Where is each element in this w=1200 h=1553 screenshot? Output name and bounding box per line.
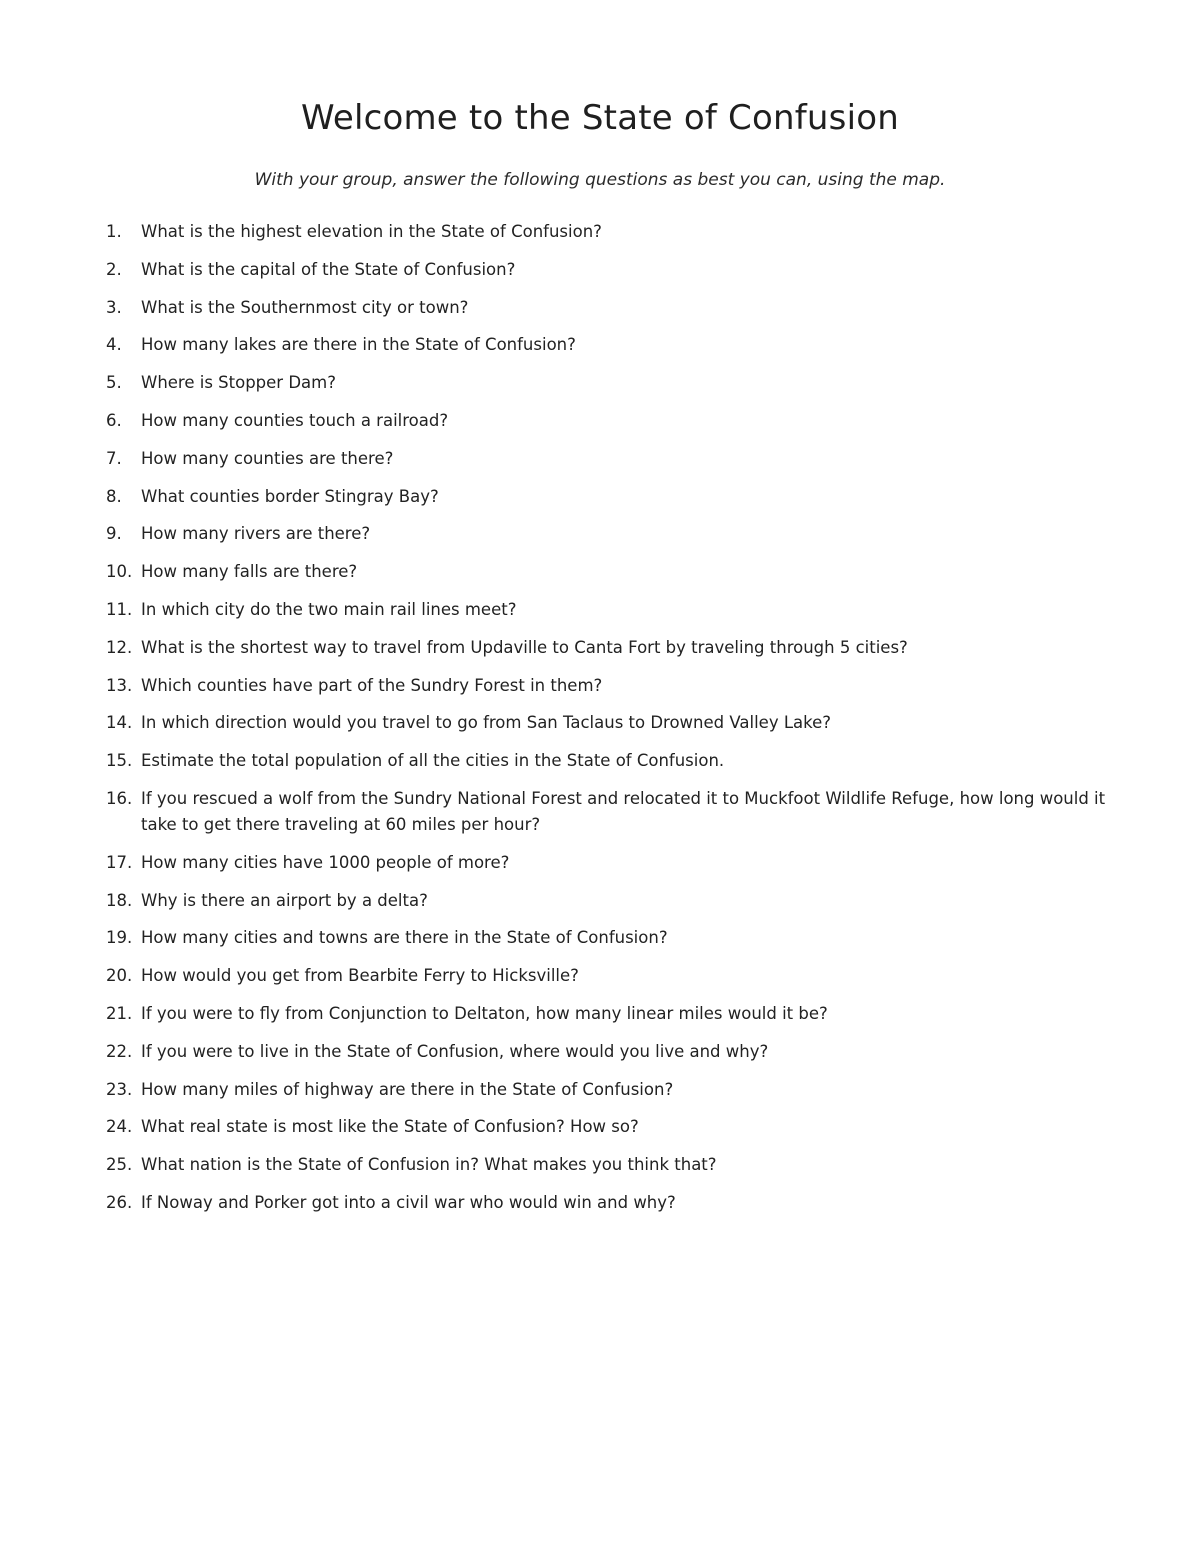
question-number: 10. [106,562,133,582]
question-number: 12. [106,637,133,657]
question-text: What is the highest elevation in the State of Confusion? [141,222,602,241]
question-text: In which city do the two main rail lines meet? [141,599,517,619]
question-text: How many counties are there? [141,448,394,468]
page-title: Welcome to the State of Confusion [301,98,899,138]
question-text: What is the Southernmost city or town? [141,297,469,317]
question-text: How many falls are there? [141,562,358,582]
question-item [96,850,1126,876]
question-item [96,925,1126,951]
question-number: 3. [106,297,122,317]
question-item [96,1077,1126,1103]
question-item [96,521,1126,547]
question-number: 26. [106,1192,133,1212]
question-number: 7. [106,448,122,468]
instructions-subtitle: With your group, answer the following questions as best you can, using the map. [254,170,946,190]
question-number: 18. [106,890,133,910]
question-text: Why is there an airport by a delta? [141,890,428,910]
question-text: If you were to fly from Conjunction to Deltaton, how many linear miles would it be? [141,1003,828,1023]
question-number: 14. [106,713,133,733]
question-text: What is the shortest way to travel from Updaville to Canta Fort by traveling through 5 cities? [141,637,908,657]
question-item [96,888,1126,914]
question-number: 23. [106,1079,133,1099]
question-number: 22. [106,1041,133,1061]
question-number: 25. [106,1155,133,1175]
question-item [96,635,1126,661]
question-text: Where is Stopper Dam? [141,373,336,393]
question-number: 20. [106,966,133,986]
question-list [96,219,1126,1228]
question-text: If Noway and Porker got into a civil war who would win and why? [141,1192,676,1212]
question-number: 17. [106,852,133,872]
question-item [96,332,1126,358]
question-text: In which direction would you travel to go from San Taclaus to Drowned Valley Lake? [141,713,832,733]
question-text: If you were to live in the State of Confusion, where would you live and why? [141,1041,769,1061]
question-text: What nation is the State of Confusion in? What makes you think that? [141,1155,717,1175]
question-text: If you rescued a wolf from the Sundry National Forest and relocated it to Muckfoot Wildlife Refuge, how long would it take to get there traveling at 60 miles per hour? [141,788,1106,834]
question-item [96,484,1126,510]
question-text: How many lakes are there in the State of Confusion? [141,335,576,355]
question-number: 21. [106,1003,133,1023]
question-number: 5. [106,373,122,393]
question-text: How many cities have 1000 people of more? [141,852,510,872]
question-text: How many miles of highway are there in the State of Confusion? [141,1079,674,1099]
question-item [96,1001,1126,1027]
question-item [96,446,1126,472]
question-text: How would you get from Bearbite Ferry to Hicksville? [141,966,579,986]
question-text: Estimate the total population of all the cities in the State of Confusion. [141,751,725,771]
question-number: 8. [106,486,122,506]
question-text: What is the capital of the State of Confusion? [141,259,516,279]
question-item [96,963,1126,989]
question-text: What real state is most like the State of Confusion? How so? [141,1117,639,1137]
question-number: 6. [106,410,122,430]
question-text: What counties border Stingray Bay? [141,486,439,506]
question-number: 11. [106,599,133,619]
question-number: 9. [106,524,122,544]
question-number: 24. [106,1117,133,1137]
question-item [96,710,1126,736]
question-number: 4. [106,335,122,355]
question-item [96,257,1126,283]
question-item [96,1114,1126,1140]
question-item [96,673,1126,699]
question-item [96,1190,1126,1216]
question-item [96,295,1126,321]
question-item [96,597,1126,623]
question-number: 15. [106,751,133,771]
question-text: Which counties have part of the Sundry Forest in them? [141,675,603,695]
question-item [96,219,1126,245]
question-number: 1. [106,222,122,241]
question-number: 16. [106,788,133,808]
question-text: How many cities and towns are there in the State of Confusion? [141,928,668,948]
question-item [96,370,1126,396]
question-item [96,408,1126,434]
question-item [96,786,1126,838]
question-number: 2. [106,259,122,279]
question-item [96,559,1126,585]
question-item [96,748,1126,774]
question-item [96,1039,1126,1065]
question-text: How many rivers are there? [141,524,371,544]
question-number: 19. [106,928,133,948]
question-item [96,1152,1126,1178]
question-number: 13. [106,675,133,695]
question-text: How many counties touch a railroad? [141,410,449,430]
